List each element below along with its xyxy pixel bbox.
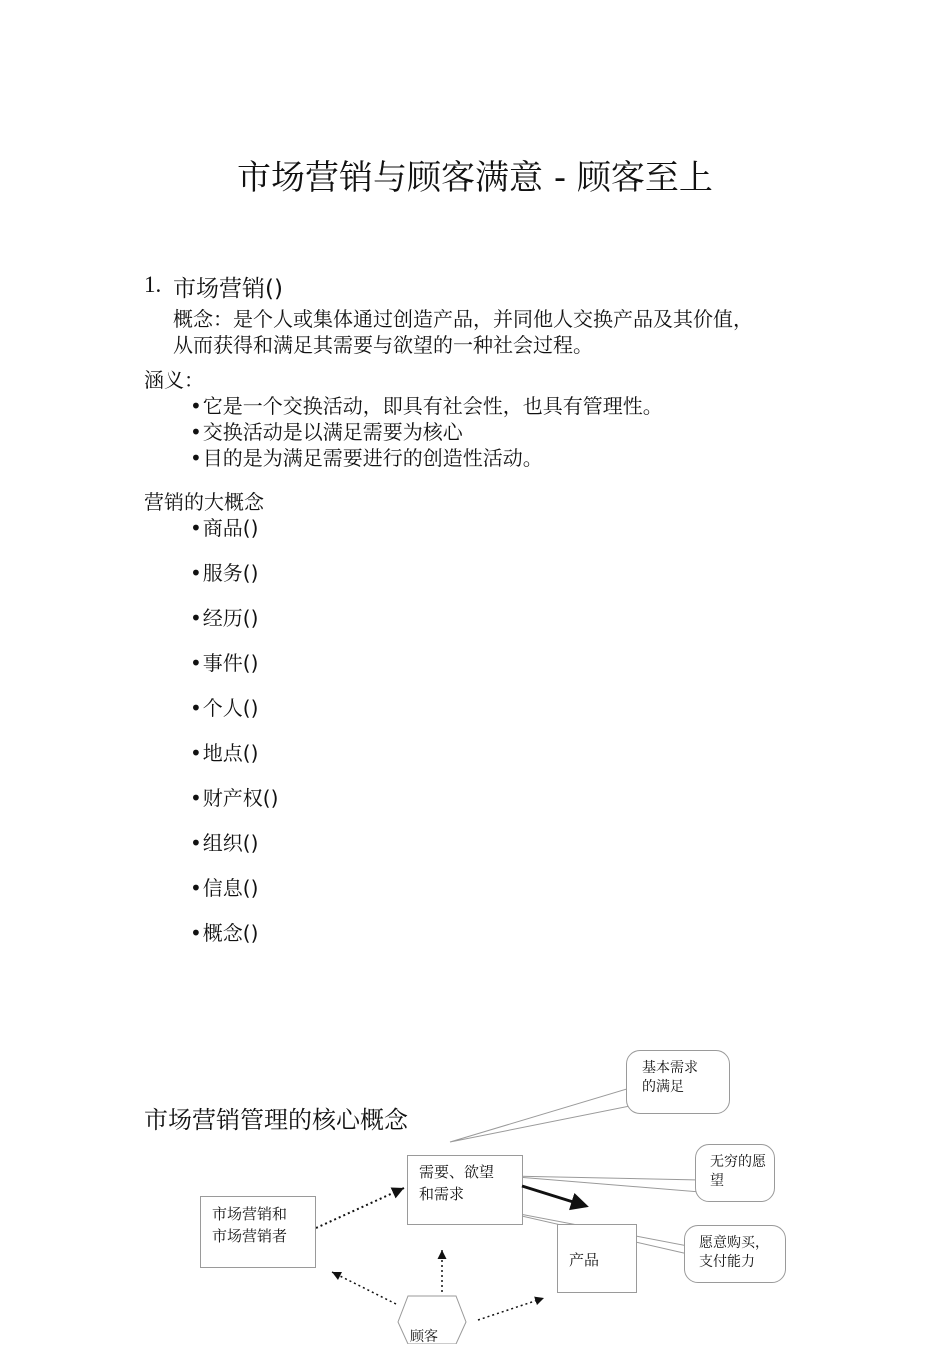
list-item-text: 信息() [202,876,259,900]
bullet-icon: • [190,831,202,855]
bullet-icon: • [190,516,202,540]
section-title: 市场营销() [173,276,283,302]
list-item-text: 目的是为满足需要进行的创造性活动。 [202,446,543,470]
marketer-label-line-1: 市场营销和 [212,1205,288,1223]
list-item-text: 服务() [202,561,259,585]
list-item-text: 商品() [202,516,259,540]
bullet-icon: • [190,921,202,945]
callout-endless-wish [695,1144,775,1202]
list-item-text: 个人() [202,696,259,720]
bullet-icon: • [190,876,202,900]
bullet-icon: • [190,446,202,470]
list-item-text: 事件() [202,651,259,675]
bullet-icon: • [190,651,202,675]
callout-willing-to-pay [684,1225,786,1283]
big-concept-heading: 营销的大概念 [144,490,264,514]
callout-basic-line-2: 的满足 [642,1079,684,1095]
callout-basic-line-1: 基本需求 [642,1060,698,1076]
page-title: 市场营销与顾客满意 - 顾客至上 [237,158,713,198]
needs-label-line-2: 和需求 [419,1185,465,1203]
list-item-text: 组织() [202,831,259,855]
marketer-label-line-2: 市场营销者 [212,1227,288,1245]
callout-wish-text: 无穷的愿望 [710,1154,766,1189]
bullet-icon: • [190,394,202,418]
product-label: 产品 [569,1251,600,1269]
list-item-text: 经历() [202,606,259,630]
bullet-icon: • [190,606,202,630]
bullet-icon: • [190,420,202,444]
diagram-title: 市场营销管理的核心概念 [144,1106,408,1134]
needs-label-line-1: 需要、欲望 [419,1163,495,1181]
customer-label: 顾客 [410,1329,438,1345]
arrow-needs-to-product [522,1186,586,1206]
callout-pay-line-1: 愿意购买， [699,1235,769,1251]
list-item-text: 财产权() [202,786,279,810]
bullet-icon: • [190,786,202,810]
bullet-icon: • [190,561,202,585]
callout-basic-needs [626,1050,730,1114]
list-item-text: 概念() [202,921,259,945]
list-item-text: 它是一个交换活动，即具有社会性，也具有管理性。 [202,394,663,418]
concept-definition-line-1: 概念：是个人或集体通过创造产品，并同他人交换产品及其价值， [173,307,753,331]
list-item-text: 地点() [202,741,259,765]
bullet-icon: • [190,696,202,720]
concept-definition-line-2: 从而获得和满足其需要与欲望的一种社会过程。 [173,333,593,357]
section-number: 1. [144,272,162,297]
meaning-heading: 涵义： [144,368,204,392]
bullet-icon: • [190,741,202,765]
list-item-text: 交换活动是以满足需要为核心 [202,420,463,444]
callout-pay-line-2: 支付能力 [699,1254,755,1270]
